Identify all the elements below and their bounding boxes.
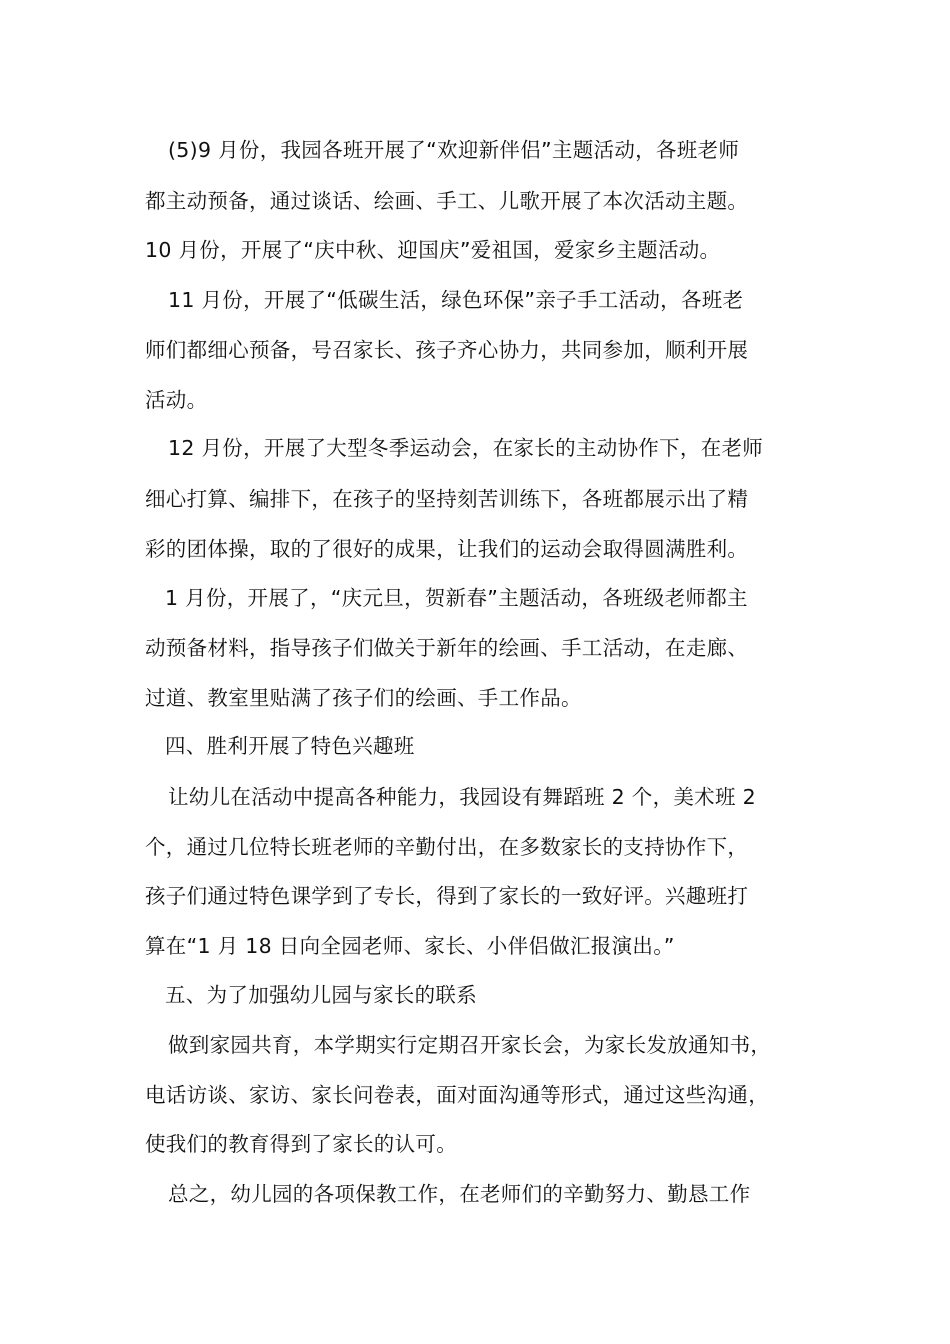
text-line: 让幼儿在活动中提高各种能力，我园设有舞蹈班 2 个，美术班 2	[168, 785, 756, 809]
text-line: 动预备材料，指导孩子们做关于新年的绘画、手工活动，在走廊、	[145, 636, 749, 660]
text-line: 细心打算、编排下，在孩子的坚持刻苦训练下，各班都展示出了精	[145, 487, 749, 511]
text-line: 12 月份，开展了大型冬季运动会，在家长的主动协作下，在老师	[168, 436, 764, 460]
text-line: 过道、教室里贴满了孩子们的绘画、手工作品。	[145, 686, 582, 710]
text-line: 1 月份，开展了，“庆元旦，贺新春”主题活动，各班级老师都主	[165, 586, 748, 610]
section-heading: 五、为了加强幼儿园与家长的联系	[165, 983, 477, 1007]
text-line: 使我们的教育得到了家长的认可。	[145, 1132, 457, 1156]
text-line: 10 月份，开展了“庆中秋、迎国庆”爱祖国，爱家乡主题活动。	[145, 238, 721, 262]
text-line: 都主动预备，通过谈话、绘画、手工、儿歌开展了本次活动主题。	[145, 189, 749, 213]
text-line: 个，通过几位特长班老师的辛勤付出，在多数家长的支持协作下，	[145, 835, 749, 859]
text-line: 总之，幼儿园的各项保教工作，在老师们的辛勤努力、勤恳工作	[168, 1182, 751, 1206]
text-line: 活动。	[145, 388, 208, 412]
text-line: (5)9 月份，我园各班开展了“欢迎新伴侣”主题活动，各班老师	[168, 138, 740, 162]
text-line: 做到家园共育，本学期实行定期召开家长会，为家长发放通知书，	[168, 1033, 772, 1057]
text-line: 师们都细心预备，号召家长、孩子齐心协力，共同参加，顺利开展	[145, 338, 749, 362]
text-line: 算在“1 月 18 日向全园老师、家长、小伴侣做汇报演出。”	[145, 934, 675, 958]
text-line: 孩子们通过特色课学到了专长，得到了家长的一致好评。兴趣班打	[145, 884, 749, 908]
text-line: 电话访谈、家访、家长问卷表，面对面沟通等形式，通过这些沟通，	[145, 1083, 769, 1107]
section-heading: 四、胜利开展了特色兴趣班	[165, 734, 415, 758]
text-line: 11 月份，开展了“低碳生活，绿色环保”亲子手工活动，各班老	[168, 288, 744, 312]
text-line: 彩的团体操，取的了很好的成果，让我们的运动会取得圆满胜利。	[145, 537, 749, 561]
